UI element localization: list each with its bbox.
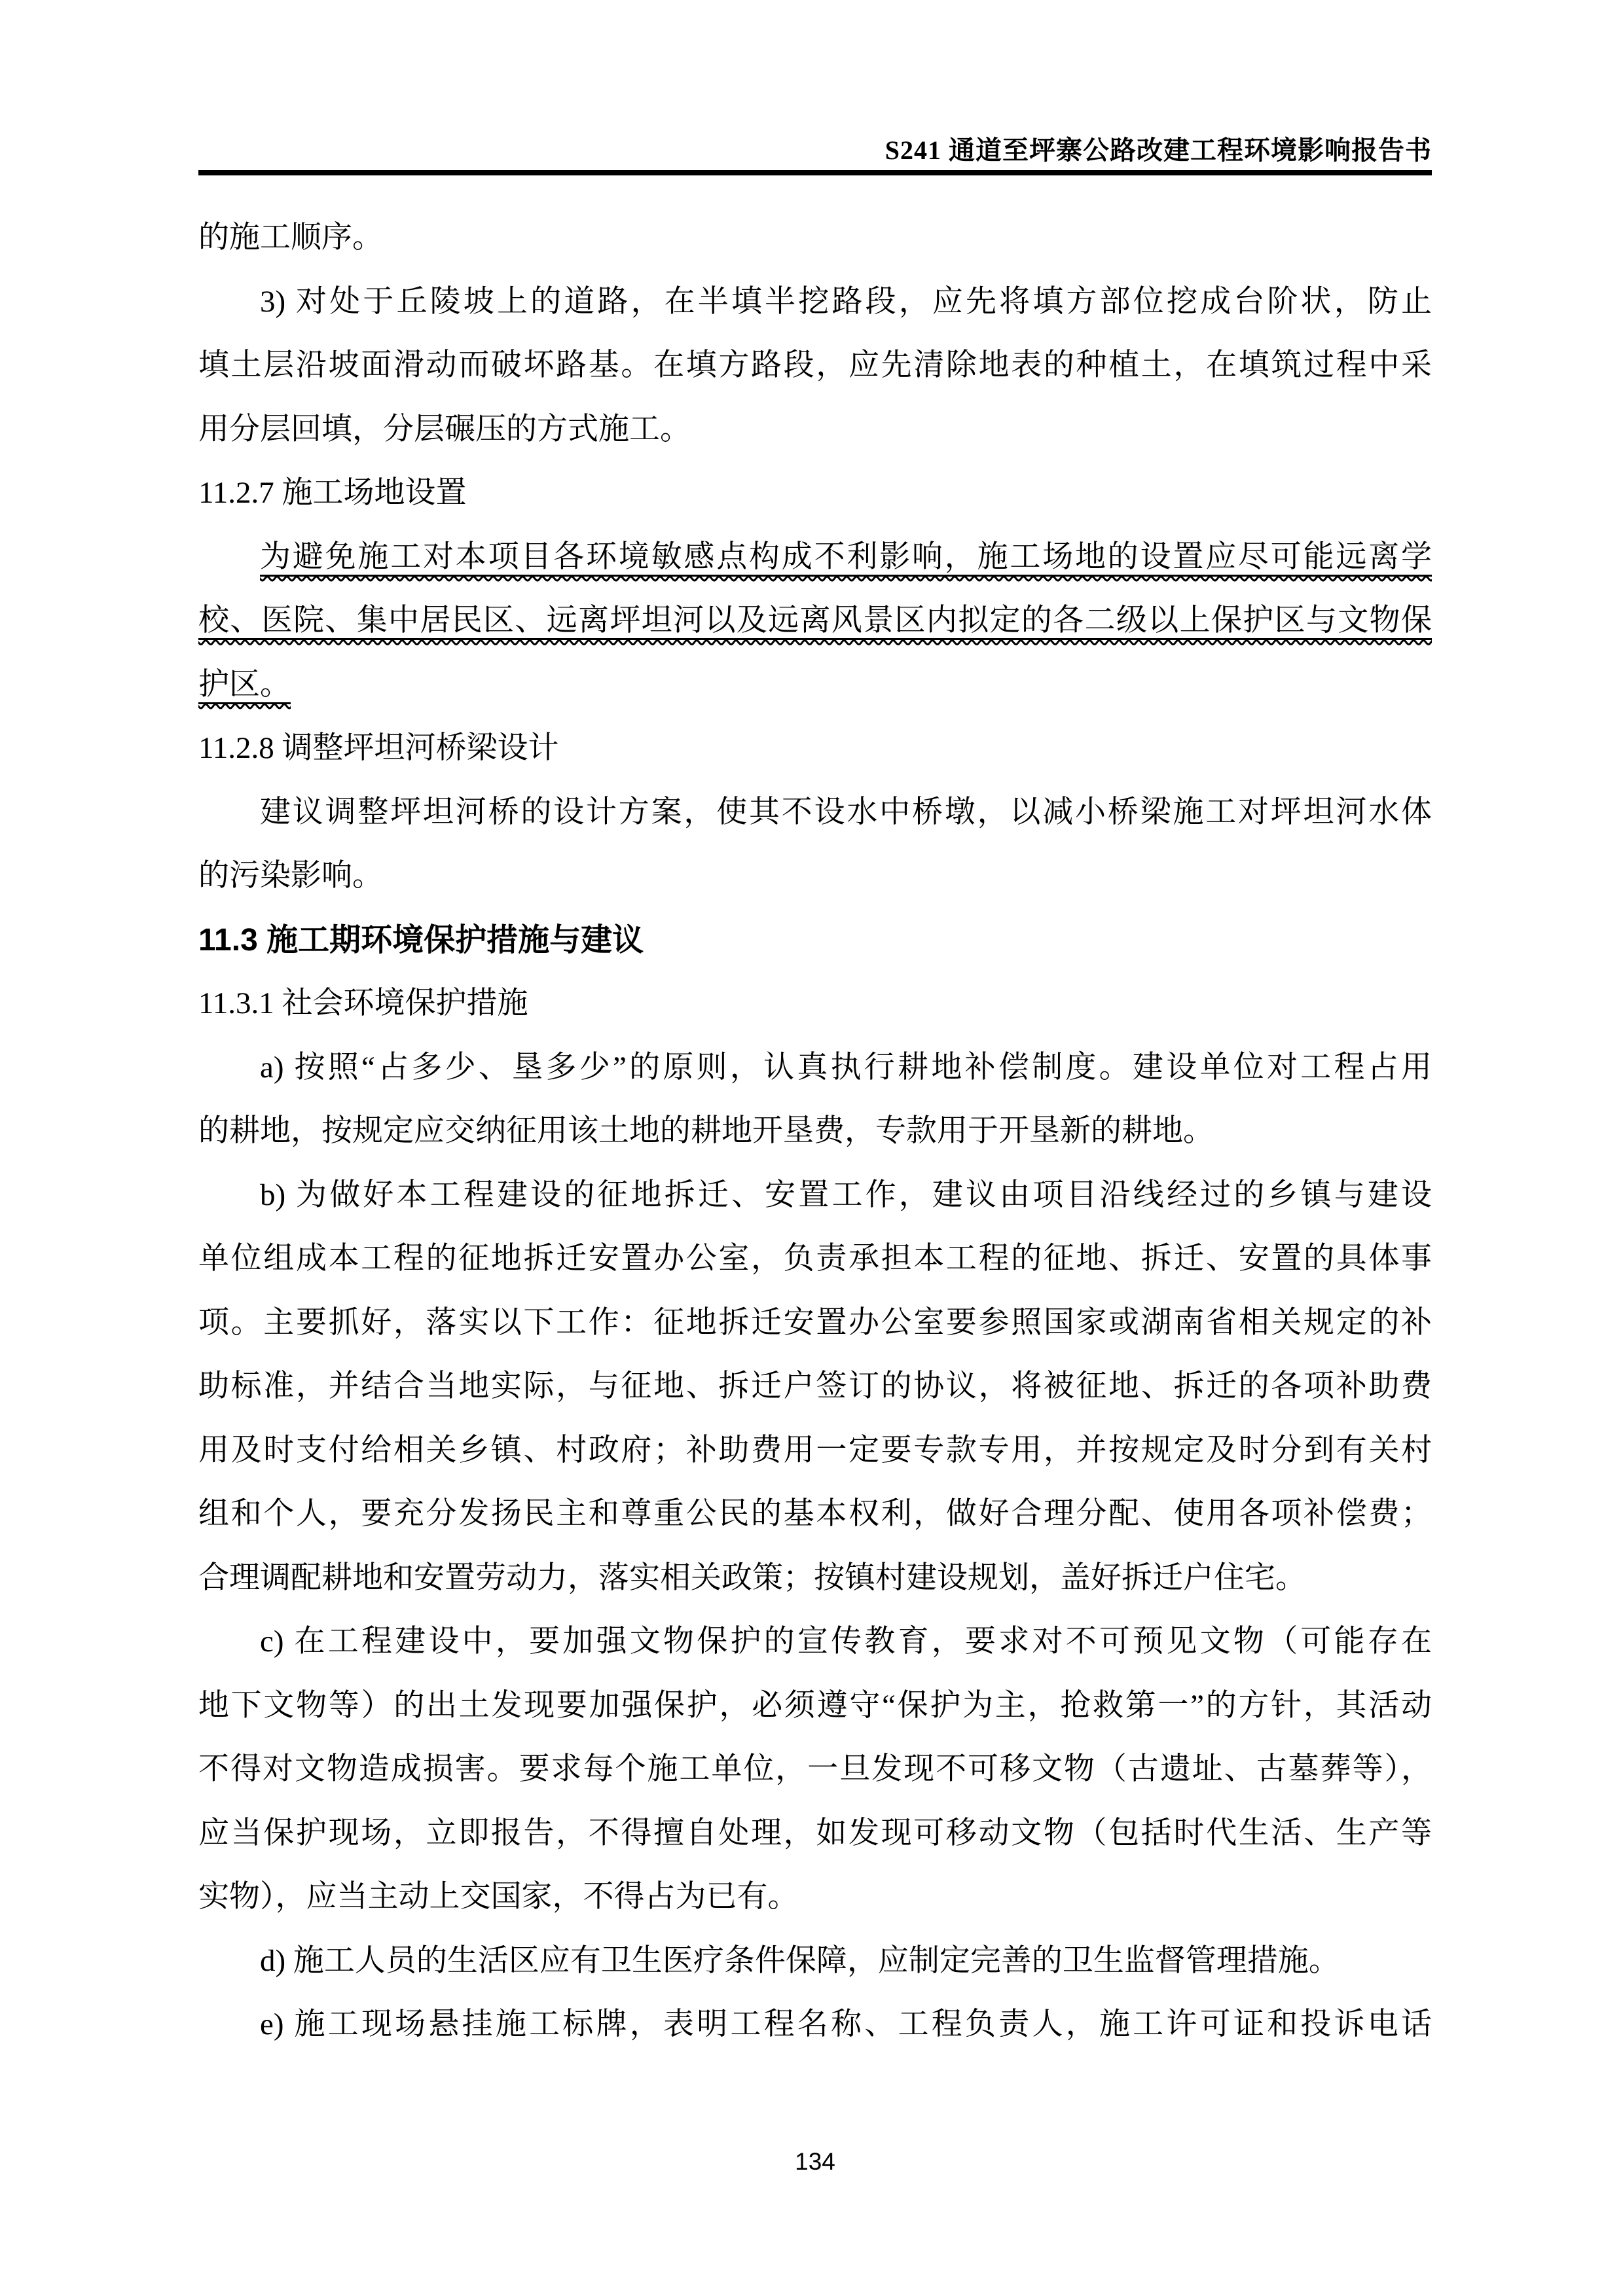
paragraph-line: 组和个人，要充分发扬民主和尊重公民的基本权利，做好合理分配、使用各项补偿费； [198,1497,1432,1531]
paragraph-line: 的施工顺序。 [198,221,383,255]
paragraph-line: d) 施工人员的生活区应有卫生医疗条件保障，应制定完善的卫生监督管理措施。 [260,1943,1340,1978]
paragraph-line: 3) 对处于丘陵坡上的道路，在半填半挖路段，应先将填方部位挖成台阶状，防止 [260,284,1432,319]
paragraph-line: 用及时支付给相关乡镇、村政府；补助费用一定要专款专用，并按规定及时分到有关村 [198,1433,1432,1467]
paragraph-line: 用分层回填，分层碾压的方式施工。 [198,412,691,446]
paragraph-line: 单位组成本工程的征地拆迁安置办公室，负责承担本工程的征地、拆迁、安置的具体事 [198,1242,1432,1276]
paragraph-line-underlined [198,589,1432,653]
paragraph-line: a) 按照“占多少、垦多少”的原则，认真执行耕地补偿制度。建设单位对工程占用 [260,1050,1432,1085]
paragraph-line: 地下文物等）的出土发现要加强保护，必须遵守“保护为主，抢救第一”的方针，其活动 [198,1688,1432,1723]
paragraph-line: 的污染影响。 [198,859,383,893]
revision-underline: 护区。 [198,668,291,704]
paragraph-line: 不得对文物造成损害。要求每个施工单位，一旦发现不可移文物（古遗址、古墓葬等）， [198,1752,1432,1786]
page-footer [198,2147,1432,2176]
paragraph-line: e) 施工现场悬挂施工标牌，表明工程名称、工程负责人，施工许可证和投诉电话 [260,2007,1432,2041]
paragraph-line: 填土层沿坡面滑动而破坏路基。在填方路段，应先清除地表的种植土，在填筑过程中采 [198,348,1432,382]
paragraph-line: b) 为做好本工程建设的征地拆迁、安置工作，建议由项目沿线经过的乡镇与建设 [260,1177,1432,1212]
paragraph-line: c) 在工程建设中，要加强文物保护的宣传教育，要求对不可预见文物（可能存在 [260,1624,1432,1659]
heading-11-3: 11.3 施工期环境保护措施与建议 [198,922,644,958]
heading-11-2-7: 11.2.7 施工场地设置 [198,476,467,510]
paragraph-line: 应当保护现场，立即报告，不得擅自处理，如发现可移动文物（包括时代生活、生产等 [198,1816,1432,1850]
heading-11-3-1: 11.3.1 社会环境保护措施 [198,986,528,1020]
header-rule [198,170,1432,175]
paragraph-line: 项。主要抓好，落实以下工作：征地拆迁安置办公室要参照国家或湖南省相关规定的补 [198,1305,1432,1340]
paragraph-line: 助标准，并结合当地实际，与征地、拆迁户签订的协议，将被征地、拆迁的各项补助费 [198,1369,1432,1403]
paragraph-line: 实物），应当主动上交国家，不得占为已有。 [198,1880,799,1914]
paragraph-line-underlined [198,526,1432,590]
heading-11-2-8: 11.2.8 调整坪坦河桥梁设计 [198,731,559,765]
document-body [198,206,1432,2057]
paragraph-line: 的耕地，按规定应交纳征用该土地的耕地开垦费，专款用于开垦新的耕地。 [198,1114,1214,1148]
revision-underline: 校、医院、集中居民区、远离坪坦河以及远离风景区内拟定的各二级以上保护区与文物保 [198,603,1432,640]
paragraph-line-underlined [198,653,1432,717]
revision-underline: 为避免施工对本项目各环境敏感点构成不利影响，施工场地的设置应尽可能远离学 [260,540,1432,577]
page-number: 134 [795,2148,835,2175]
paragraph-line: 合理调配耕地和安置劳动力，落实相关政策；按镇村建设规划，盖好拆迁户住宅。 [198,1560,1306,1595]
paragraph-line: 建议调整坪坦河桥的设计方案，使其不设水中桥墩，以减小桥梁施工对坪坦河水体 [260,795,1432,829]
header-title: S241 通道至坪寨公路改建工程环境影响报告书 [884,135,1432,165]
